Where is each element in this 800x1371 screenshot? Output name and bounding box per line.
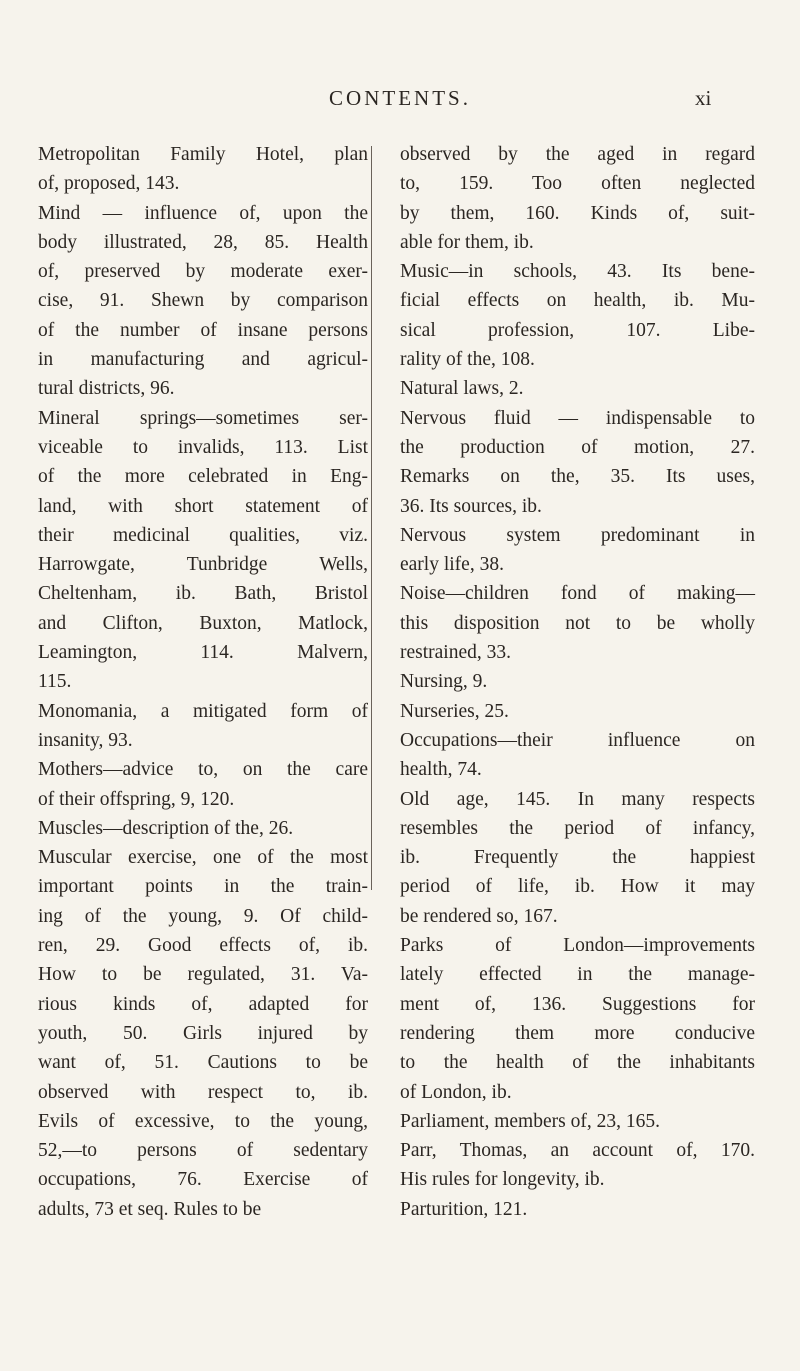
index-entry-line: in manufacturing and agricul- — [38, 349, 368, 371]
index-entry-line: ment of, 136. Suggestions for — [400, 993, 755, 1015]
index-entry — [38, 814, 368, 843]
index-entry — [38, 404, 368, 697]
index-entry-line: How to be regulated, 31. Va- — [38, 964, 368, 986]
index-entry-line: by them, 160. Kinds of, suit- — [400, 202, 755, 224]
index-entry-line: Harrowgate, Tunbridge Wells, — [38, 554, 368, 576]
index-entry-line: Old age, 145. In many respects — [400, 788, 755, 810]
index-entry-line: land, with short statement of — [38, 495, 368, 517]
index-entry-line: period of life, ib. How it may — [400, 876, 755, 898]
index-entry-line: Nursing, 9. — [400, 671, 488, 693]
index-entry-line: rendering them more conducive — [400, 1022, 755, 1044]
index-entry-line: 115. — [38, 671, 72, 693]
index-entry-line: Parliament, members of, 23, 165. — [400, 1110, 660, 1132]
index-entry — [400, 257, 755, 374]
index-entry-line: Muscular exercise, one of the most — [38, 847, 368, 869]
index-entry-line: rality of the, 108. — [400, 349, 535, 371]
index-entry-line: health, 74. — [400, 759, 482, 781]
index-entry-line: important points in the train- — [38, 876, 368, 898]
index-entry-line: Occupations—their influence on — [400, 729, 755, 751]
index-entry — [400, 521, 755, 580]
column-divider — [371, 146, 372, 890]
index-entry-line: Nervous fluid — indispensable to — [400, 407, 755, 429]
index-entry-line: Leamington, 114. Malvern, — [38, 642, 368, 664]
index-entry-line: Music—in schools, 43. Its bene- — [400, 261, 755, 283]
index-entry-line: ficial effects on health, ib. Mu- — [400, 290, 755, 312]
index-entry-line: of, proposed, 143. — [38, 173, 180, 195]
index-entry-line: body illustrated, 28, 85. Health — [38, 231, 368, 253]
index-entry — [400, 1136, 755, 1195]
index-entry — [38, 755, 368, 814]
index-entry — [400, 1195, 755, 1224]
index-entry — [400, 785, 755, 931]
index-entry-line: Mind — influence of, upon the — [38, 202, 368, 224]
index-entry-line: Mineral springs—sometimes ser- — [38, 407, 368, 429]
index-entry-line: able for them, ib. — [400, 231, 534, 253]
index-entry-line: and Clifton, Buxton, Matlock, — [38, 612, 368, 634]
index-entry-line: of the number of insane persons — [38, 319, 368, 341]
page-header — [0, 86, 800, 116]
index-entry-line: ib. Frequently the happiest — [400, 847, 755, 869]
index-entry-line: Evils of excessive, to the young, — [38, 1110, 368, 1132]
index-entry-line: observed by the aged in regard — [400, 144, 755, 165]
index-entry-line: tural districts, 96. — [38, 378, 175, 400]
index-entry — [400, 404, 755, 521]
running-title: CONTENTS. — [329, 86, 471, 110]
index-entry — [400, 140, 755, 257]
index-entry — [400, 579, 755, 667]
index-entry-line: early life, 38. — [400, 554, 504, 576]
index-entry-line: Parturition, 121. — [400, 1198, 528, 1220]
index-entry-line: youth, 50. Girls injured by — [38, 1022, 368, 1044]
index-entry-line: Metropolitan Family Hotel, plan — [38, 144, 368, 165]
index-entry-line: of, preserved by moderate exer- — [38, 261, 368, 283]
index-entry-line: Remarks on the, 35. Its uses, — [400, 466, 755, 488]
index-entry-line: ren, 29. Good effects of, ib. — [38, 935, 368, 957]
index-entry-line: Noise—children fond of making— — [400, 583, 755, 605]
index-entry-line: Nervous system predominant in — [400, 524, 755, 546]
index-entry — [38, 843, 368, 1224]
index-entry-line: of their offspring, 9, 120. — [38, 788, 235, 810]
index-entry-line: Mothers—advice to, on the care — [38, 759, 368, 781]
index-entry — [400, 667, 755, 696]
index-entry-line: be rendered so, 167. — [400, 905, 558, 927]
index-entry-line: Parr, Thomas, an account of, 170. — [400, 1140, 755, 1162]
index-entry-line: adults, 73 et seq. Rules to be — [38, 1198, 262, 1220]
index-entry-line: His rules for longevity, ib. — [400, 1169, 605, 1191]
index-entry-line: lately effected in the manage- — [400, 964, 755, 986]
index-entry-line: of London, ib. — [400, 1081, 512, 1103]
index-column-left — [38, 140, 368, 1224]
page-number: xi — [695, 86, 712, 110]
index-entry-line: Cheltenham, ib. Bath, Bristol — [38, 583, 368, 605]
index-entry-line: restrained, 33. — [400, 642, 512, 664]
index-entry-line: ing of the young, 9. Of child- — [38, 905, 368, 927]
index-column-right — [400, 140, 755, 1224]
index-entry-line: Natural laws, 2. — [400, 378, 524, 400]
index-entry — [38, 199, 368, 404]
index-entry-line: this disposition not to be wholly — [400, 612, 755, 634]
index-entry-line: of the more celebrated in Eng- — [38, 466, 368, 488]
index-entry — [400, 726, 755, 785]
index-entry-line: Nurseries, 25. — [400, 700, 509, 722]
index-entry — [38, 697, 368, 756]
index-entry — [400, 374, 755, 403]
index-entry — [400, 931, 755, 1107]
index-entry-line: want of, 51. Cautions to be — [38, 1052, 368, 1074]
index-entry-line: sical profession, 107. Libe- — [400, 319, 755, 341]
index-entry — [400, 697, 755, 726]
index-entry-line: cise, 91. Shewn by comparison — [38, 290, 368, 312]
index-entry-line: 52,—to persons of sedentary — [38, 1140, 368, 1162]
index-entry-line: their medicinal qualities, viz. — [38, 524, 368, 546]
index-entry-line: rious kinds of, adapted for — [38, 993, 368, 1015]
index-entry — [400, 1107, 755, 1136]
index-entry-line: viceable to invalids, 113. List — [38, 436, 368, 458]
index-entry-line: Muscles—description of the, 26. — [38, 817, 294, 839]
index-entry-line: Monomania, a mitigated form of — [38, 700, 368, 722]
index-entry-line: 36. Its sources, ib. — [400, 495, 542, 517]
index-entry-line: to, 159. Too often neglected — [400, 173, 755, 195]
index-entry-line: insanity, 93. — [38, 729, 133, 751]
index-entry-line: to the health of the inhabitants — [400, 1052, 755, 1074]
index-entry — [38, 140, 368, 199]
index-entry-line: Parks of London—improvements — [400, 935, 755, 957]
index-entry-line: the production of motion, 27. — [400, 436, 755, 458]
index-entry-line: occupations, 76. Exercise of — [38, 1169, 368, 1191]
index-entry-line: observed with respect to, ib. — [38, 1081, 368, 1103]
index-entry-line: resembles the period of infancy, — [400, 817, 755, 839]
